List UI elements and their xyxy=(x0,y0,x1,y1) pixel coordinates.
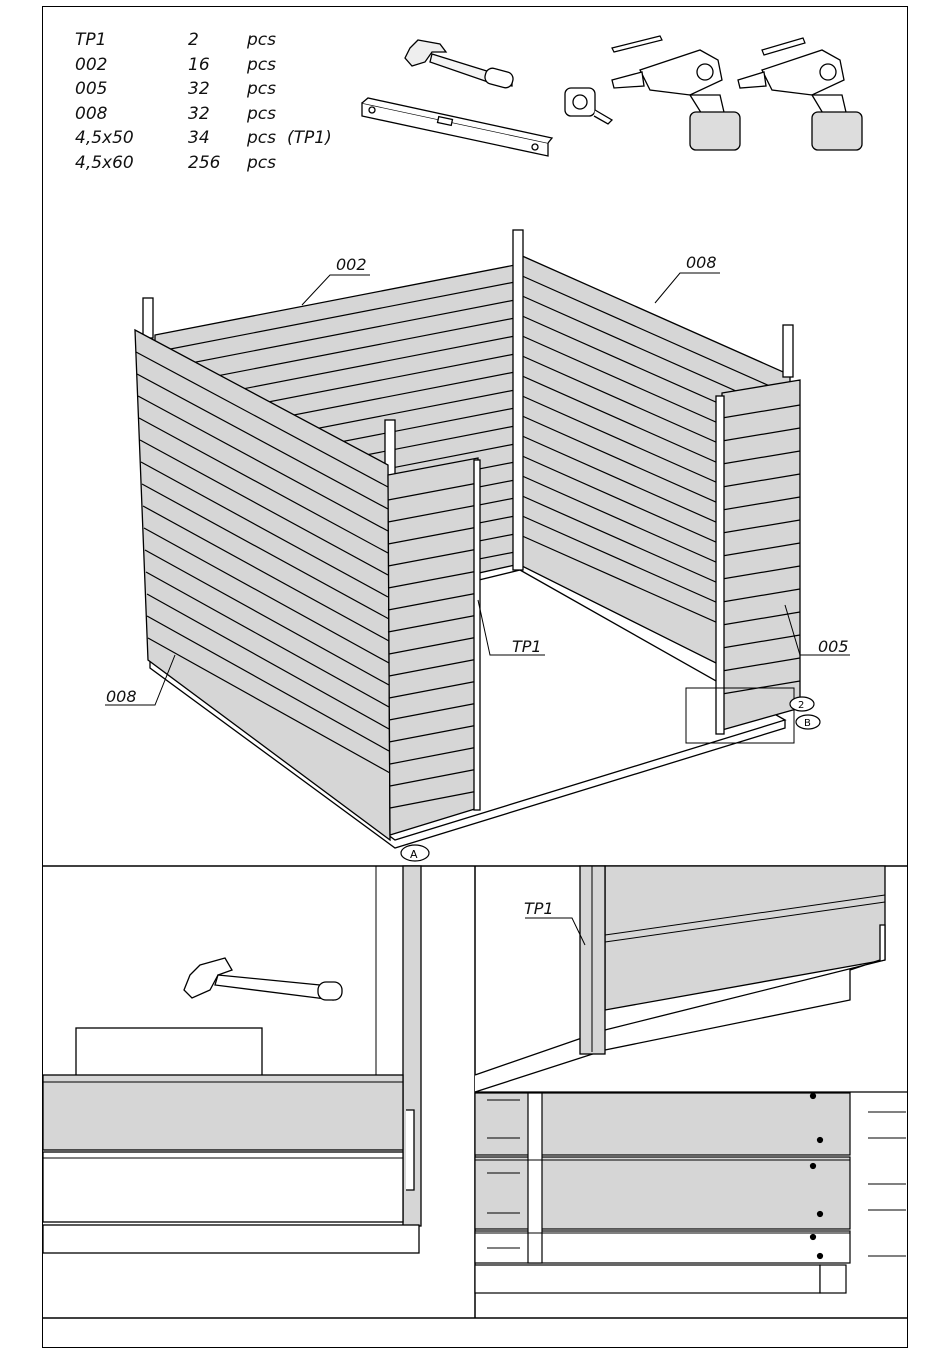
part-unit: pcs xyxy=(247,103,276,124)
drill-icon xyxy=(612,50,740,150)
spirit-level-icon xyxy=(362,98,552,156)
part-note: (TP1) xyxy=(287,128,332,148)
part-qty: 32 xyxy=(188,103,210,124)
screwdriver-icon xyxy=(738,50,862,150)
callout-post: TP1 xyxy=(512,637,542,656)
marker-a xyxy=(401,845,429,861)
part-qty: 32 xyxy=(188,79,210,99)
callout-right-back-wall: 008 xyxy=(686,253,717,272)
part-code: 005 xyxy=(75,79,108,99)
tape-measure-icon xyxy=(565,88,612,124)
callout-detail-post: TP1 xyxy=(524,899,554,918)
part-code: TP1 xyxy=(75,30,107,50)
screwdriver-bit-icon xyxy=(762,38,805,55)
part-code: 4,5x60 xyxy=(75,152,134,173)
part-unit: pcs xyxy=(247,152,276,173)
part-qty: 2 xyxy=(188,30,199,50)
hammer-icon xyxy=(184,958,342,1000)
detail-left xyxy=(43,866,421,1253)
part-code: 002 xyxy=(75,54,108,75)
screws-loose xyxy=(868,1112,906,1256)
part-code: 008 xyxy=(75,103,108,124)
part-qty: 34 xyxy=(188,128,210,148)
shed-assembly xyxy=(135,230,800,848)
part-unit: pcs xyxy=(247,30,276,50)
marker-b xyxy=(796,715,820,729)
hammer-icon xyxy=(405,40,515,89)
drill-bit-icon xyxy=(612,36,662,52)
part-code: 4,5x50 xyxy=(75,128,134,148)
callout-left-wall: 008 xyxy=(106,687,137,706)
svg-text:2: 2 xyxy=(798,700,805,711)
part-qty: 256 xyxy=(188,152,221,173)
part-qty: 16 xyxy=(188,54,210,75)
part-unit: pcs xyxy=(247,128,276,148)
callout-front-right-wall: 005 xyxy=(818,637,849,656)
callout-back-wall: 002 xyxy=(336,255,367,274)
part-unit: pcs xyxy=(247,79,276,99)
marker-2 xyxy=(790,697,814,711)
svg-text:A: A xyxy=(410,848,418,861)
detail-right-bottom xyxy=(475,1092,908,1293)
svg-text:B: B xyxy=(804,718,811,729)
part-unit: pcs xyxy=(247,54,276,75)
